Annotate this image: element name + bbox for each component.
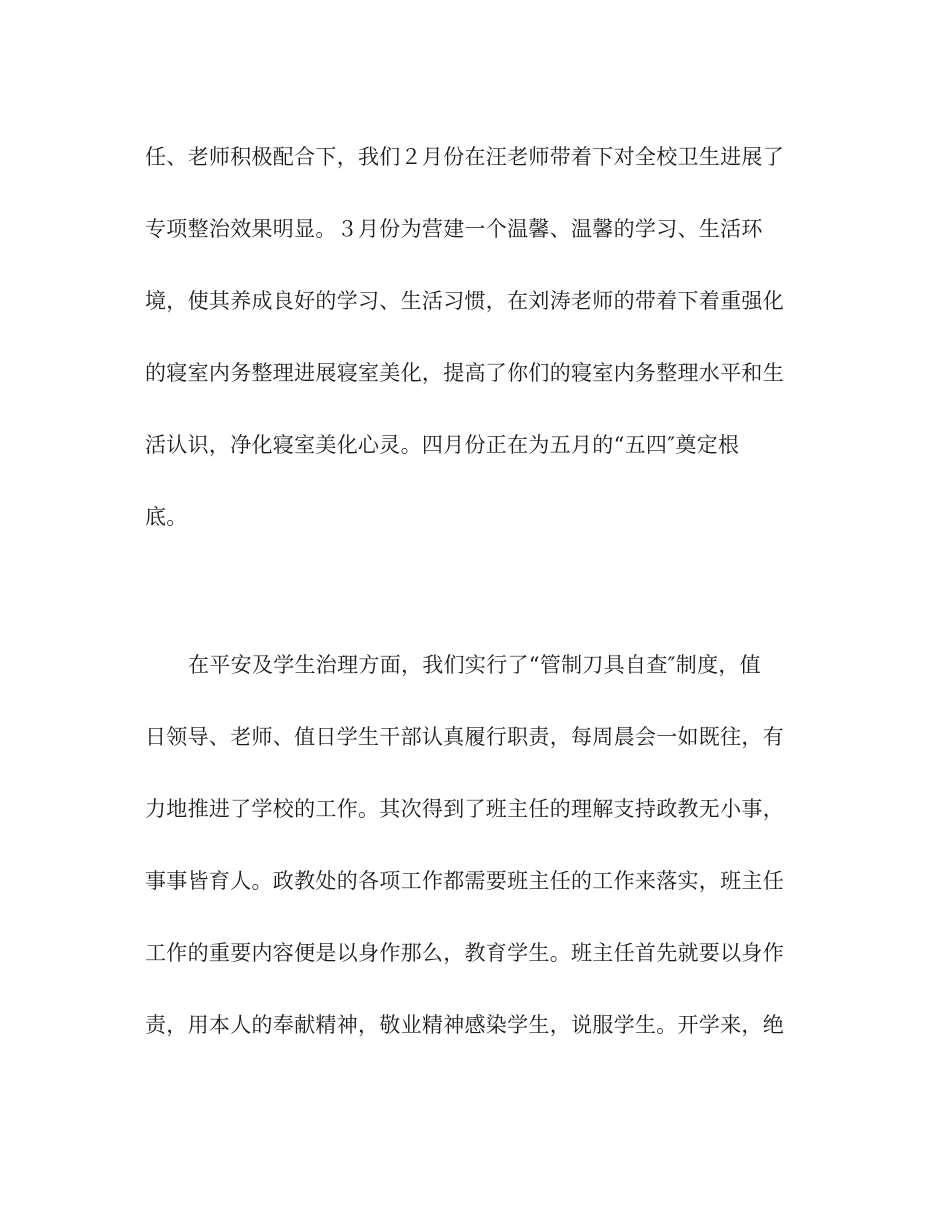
text-line: 专项整治效果明显。３月份为营建一个温馨、温馨的学习、生活环 [145, 217, 763, 241]
text-line: 工作的重要内容便是以身作那么，教育学生。班主任首先就要以身作 [145, 941, 784, 965]
text-line: 事事皆育人。政教处的各项工作都需要班主任的工作来落实，班主任 [145, 869, 784, 893]
text-line: 责，用本人的奉献精神，敬业精神感染学生，说服学生。开学来，绝 [145, 1013, 784, 1037]
text-line: 在平安及学生治理方面，我们实行了“管制刀具自查″制度，值 [188, 653, 761, 677]
text-line: 的寝室内务整理进展寝室美化，提高了你们的寝室内务整理水平和生 [145, 361, 784, 385]
text-line: 境，使其养成良好的学习、生活习惯，在刘涛老师的带着下着重强化 [145, 289, 784, 313]
text-line: 力地推进了学校的工作。其次得到了班主任的理解支持政教无小事， [145, 797, 784, 821]
text-line: 任、老师积极配合下，我们２月份在汪老师带着下对全校卫生进展了 [145, 145, 784, 169]
text-line: 日领导、老师、值日学生干部认真履行职责，每周晨会一如既往，有 [145, 725, 784, 749]
text-line: 底。 [145, 505, 188, 529]
text-line: 活认识，净化寝室美化心灵。四月份正在为五月的“五四″奠定根 [145, 433, 740, 457]
